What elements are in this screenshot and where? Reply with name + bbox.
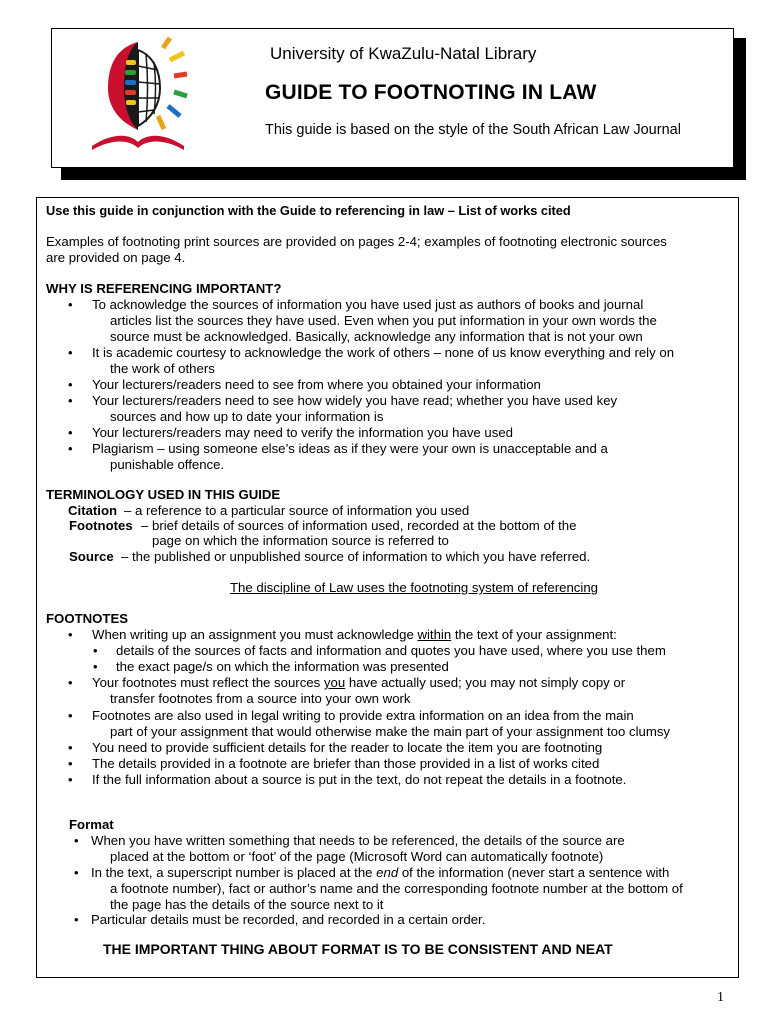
why-item-1-line-1: To acknowledge the sources of information you have used just as authors of books and journal <box>92 297 644 312</box>
bullet-icon: • <box>68 441 73 456</box>
footnotes-heading: FOOTNOTES <box>46 611 129 626</box>
page-number: 1 <box>717 990 724 1005</box>
source-definition: – the published or unpublished source of information to which you have referred. <box>121 549 591 564</box>
footnotes-item-3-line-2: part of your assignment that would otherwise make the main part of your assignment too clumsy <box>110 724 671 739</box>
why-item-4-line-2: sources and how up to date your information is <box>110 409 384 424</box>
format-item-2-line-2: a footnote number), fact or author’s name and the corresponding footnote number at the bottom of <box>110 881 683 896</box>
footnotes-item-4: You need to provide sufficient details for the reader to locate the item you are footnoting <box>92 740 603 755</box>
terminology-heading: TERMINOLOGY USED IN THIS GUIDE <box>46 487 281 502</box>
why-item-3: Your lecturers/readers need to see from where you obtained your information <box>92 377 541 392</box>
bullet-icon: • <box>74 833 79 848</box>
examples-line-2: are provided on page 4. <box>46 250 186 265</box>
use-note: Use this guide in conjunction with the Guide to referencing in law – List of works cited <box>46 203 571 218</box>
bullet-icon: • <box>93 659 98 674</box>
why-item-2-line-1: It is academic courtesy to acknowledge the work of others – none of us know everything and rely on <box>92 345 675 360</box>
bullet-icon: • <box>68 345 73 360</box>
format-item-3: Particular details must be recorded, and recorded in a certain order. <box>91 912 486 927</box>
closing-statement: THE IMPORTANT THING ABOUT FORMAT IS TO BE CONSISTENT AND NEAT <box>103 941 613 957</box>
citation-term: Citation <box>68 503 118 518</box>
bullet-icon: • <box>68 772 73 787</box>
bullet-icon: • <box>68 393 73 408</box>
bullet-icon: • <box>68 297 73 312</box>
footnotes-item-2-line-2: transfer footnotes from a source into your own work <box>110 691 411 706</box>
footnotes-item-1: When writing up an assignment you must acknowledge within the text of your assignment: <box>92 627 617 642</box>
bullet-icon: • <box>93 643 98 658</box>
bullet-icon: • <box>68 708 73 723</box>
bullet-icon: • <box>68 627 73 642</box>
format-item-1-line-1: When you have written something that needs to be referenced, the details of the source are <box>91 833 625 848</box>
format-item-2-line-1: In the text, a superscript number is placed at the end of the information (never start a sentence with <box>91 865 670 880</box>
footnotes-definition-2: page on which the information source is referred to <box>152 533 449 548</box>
why-item-5: Your lecturers/readers may need to verify the information you have used <box>92 425 514 440</box>
bullet-icon: • <box>68 756 73 771</box>
bullet-icon: • <box>68 425 73 440</box>
format-item-1-line-2: placed at the bottom or ‘foot’ of the page (Microsoft Word can automatically footnote) <box>110 849 604 864</box>
why-item-4-line-1: Your lecturers/readers need to see how widely you have read; whether you have used key <box>92 393 618 408</box>
bullet-icon: • <box>68 377 73 392</box>
footnotes-sub-1: details of the sources of facts and information and quotes you have used, where you use them <box>116 643 666 658</box>
why-item-2-line-2: the work of others <box>110 361 215 376</box>
page-subtitle: This guide is based on the style of the South African Law Journal <box>265 122 681 138</box>
ukzn-shield-logo-icon <box>88 36 188 154</box>
why-item-6-line-2: punishable offence. <box>110 457 225 472</box>
format-heading: Format <box>69 817 114 832</box>
footnotes-item-2-line-1: Your footnotes must reflect the sources you have actually used; you may not simply copy or <box>92 675 626 690</box>
footnotes-item-5: The details provided in a footnote are briefer than those provided in a list of works cited <box>92 756 600 771</box>
source-term: Source <box>69 549 114 564</box>
institution-name: University of KwaZulu-Natal Library <box>270 44 537 63</box>
why-item-1-line-3: source must be acknowledged. Basically, acknowledge any information that is not your own <box>110 329 643 344</box>
format-item-2-line-3: the page has the details of the source next to it <box>110 897 384 912</box>
footnotes-term: Footnotes <box>69 518 133 533</box>
footnotes-definition-1: – brief details of sources of information used, recorded at the bottom of the <box>141 518 577 533</box>
why-item-6-line-1: Plagiarism – using someone else’s ideas as if they were your own is unacceptable and a <box>92 441 608 456</box>
bullet-icon: • <box>74 865 79 880</box>
footnotes-item-6: If the full information about a source is put in the text, do not repeat the details in a footnote. <box>92 772 627 787</box>
citation-definition: – a reference to a particular source of information you used <box>124 503 470 518</box>
bullet-icon: • <box>68 740 73 755</box>
bullet-icon: • <box>68 675 73 690</box>
bullet-icon: • <box>74 912 79 927</box>
footnotes-sub-2: the exact page/s on which the information was presented <box>116 659 449 674</box>
discipline-note: The discipline of Law uses the footnoting system of referencing <box>230 580 598 595</box>
why-item-1-line-2: articles list the sources they have used. Even when you put information in your own words the <box>110 313 657 328</box>
footnotes-item-3-line-1: Footnotes are also used in legal writing to provide extra information on an idea from the main <box>92 708 634 723</box>
why-heading: WHY IS REFERENCING IMPORTANT? <box>46 281 282 296</box>
examples-line-1: Examples of footnoting print sources are provided on pages 2-4; examples of footnoting electronic sources <box>46 234 667 249</box>
page-title: GUIDE TO FOOTNOTING IN LAW <box>265 81 597 104</box>
